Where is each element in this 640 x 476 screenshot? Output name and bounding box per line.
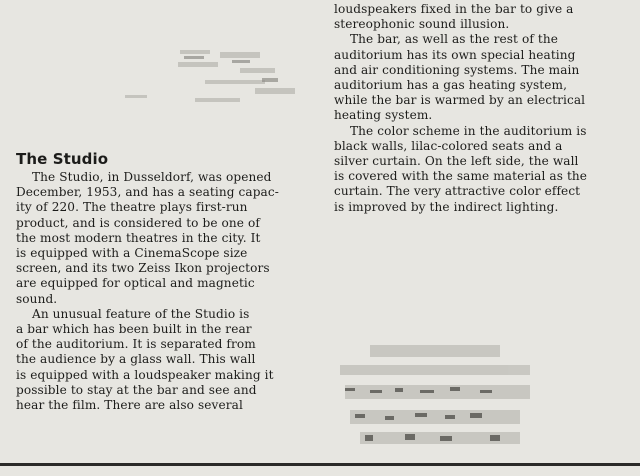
text-line: is equipped with a CinemaScope size (16, 246, 248, 261)
text-line: The color scheme in the auditorium is (350, 123, 587, 138)
text-line: of the auditorium. It is separated from (16, 337, 256, 352)
text-line: silver curtain. On the left side, the wall (334, 154, 579, 169)
text-line: sound. (16, 291, 58, 306)
text-line: curtain. The very attractive color effect (334, 184, 581, 199)
text-line: loudspeakers fixed in the bar to give a (334, 2, 574, 16)
text-line: screen, and its two Zeiss Ikon projectors (16, 261, 270, 276)
text-line: An unusual feature of the Studio is (32, 306, 250, 321)
text-line: auditorium has a gas heating system, (334, 78, 568, 93)
text-line: black walls, lilac-colored seats and a (334, 138, 563, 153)
text-line: and air conditioning systems. The main (334, 62, 580, 77)
text-line: product, and is considered to be one of (16, 215, 260, 230)
text-line: are equipped for optical and magnetic (16, 276, 255, 291)
text-line: is improved by the indirect lighting. (334, 199, 559, 214)
bottom-rule (0, 463, 640, 466)
faded-photo-bottom (330, 340, 545, 450)
text-line: auditorium has its own special heating (334, 47, 576, 62)
text-line: The bar, as well as the rest of the (350, 32, 558, 47)
text-line: the most modern theatres in the city. It (16, 230, 261, 245)
text-line: heating system. (334, 108, 433, 123)
text-line: ity of 220. The theatre plays first-run (16, 200, 248, 215)
text-line: a bar which has been built in the rear (16, 322, 252, 337)
text-line: while the bar is warmed by an electrical (334, 93, 586, 108)
right-column (334, 2, 632, 215)
text-line: is equipped with a loudspeaker making it (16, 367, 274, 382)
text-line: The Studio, in Dusseldorf, was opened (32, 170, 272, 184)
text-line: hear the film. There are also several (16, 398, 243, 413)
text-line: the audience by a glass wall. This wall (16, 352, 256, 367)
article-heading: The Studio (16, 150, 109, 168)
text-line: is covered with the same material as the (334, 169, 588, 184)
text-line: possible to stay at the bar and see and (16, 382, 257, 397)
text-line: December, 1953, and has a seating capac- (16, 185, 279, 200)
faded-photo-top (120, 40, 310, 120)
left-column (16, 150, 314, 413)
text-line: stereophonic sound illusion. (334, 17, 510, 32)
